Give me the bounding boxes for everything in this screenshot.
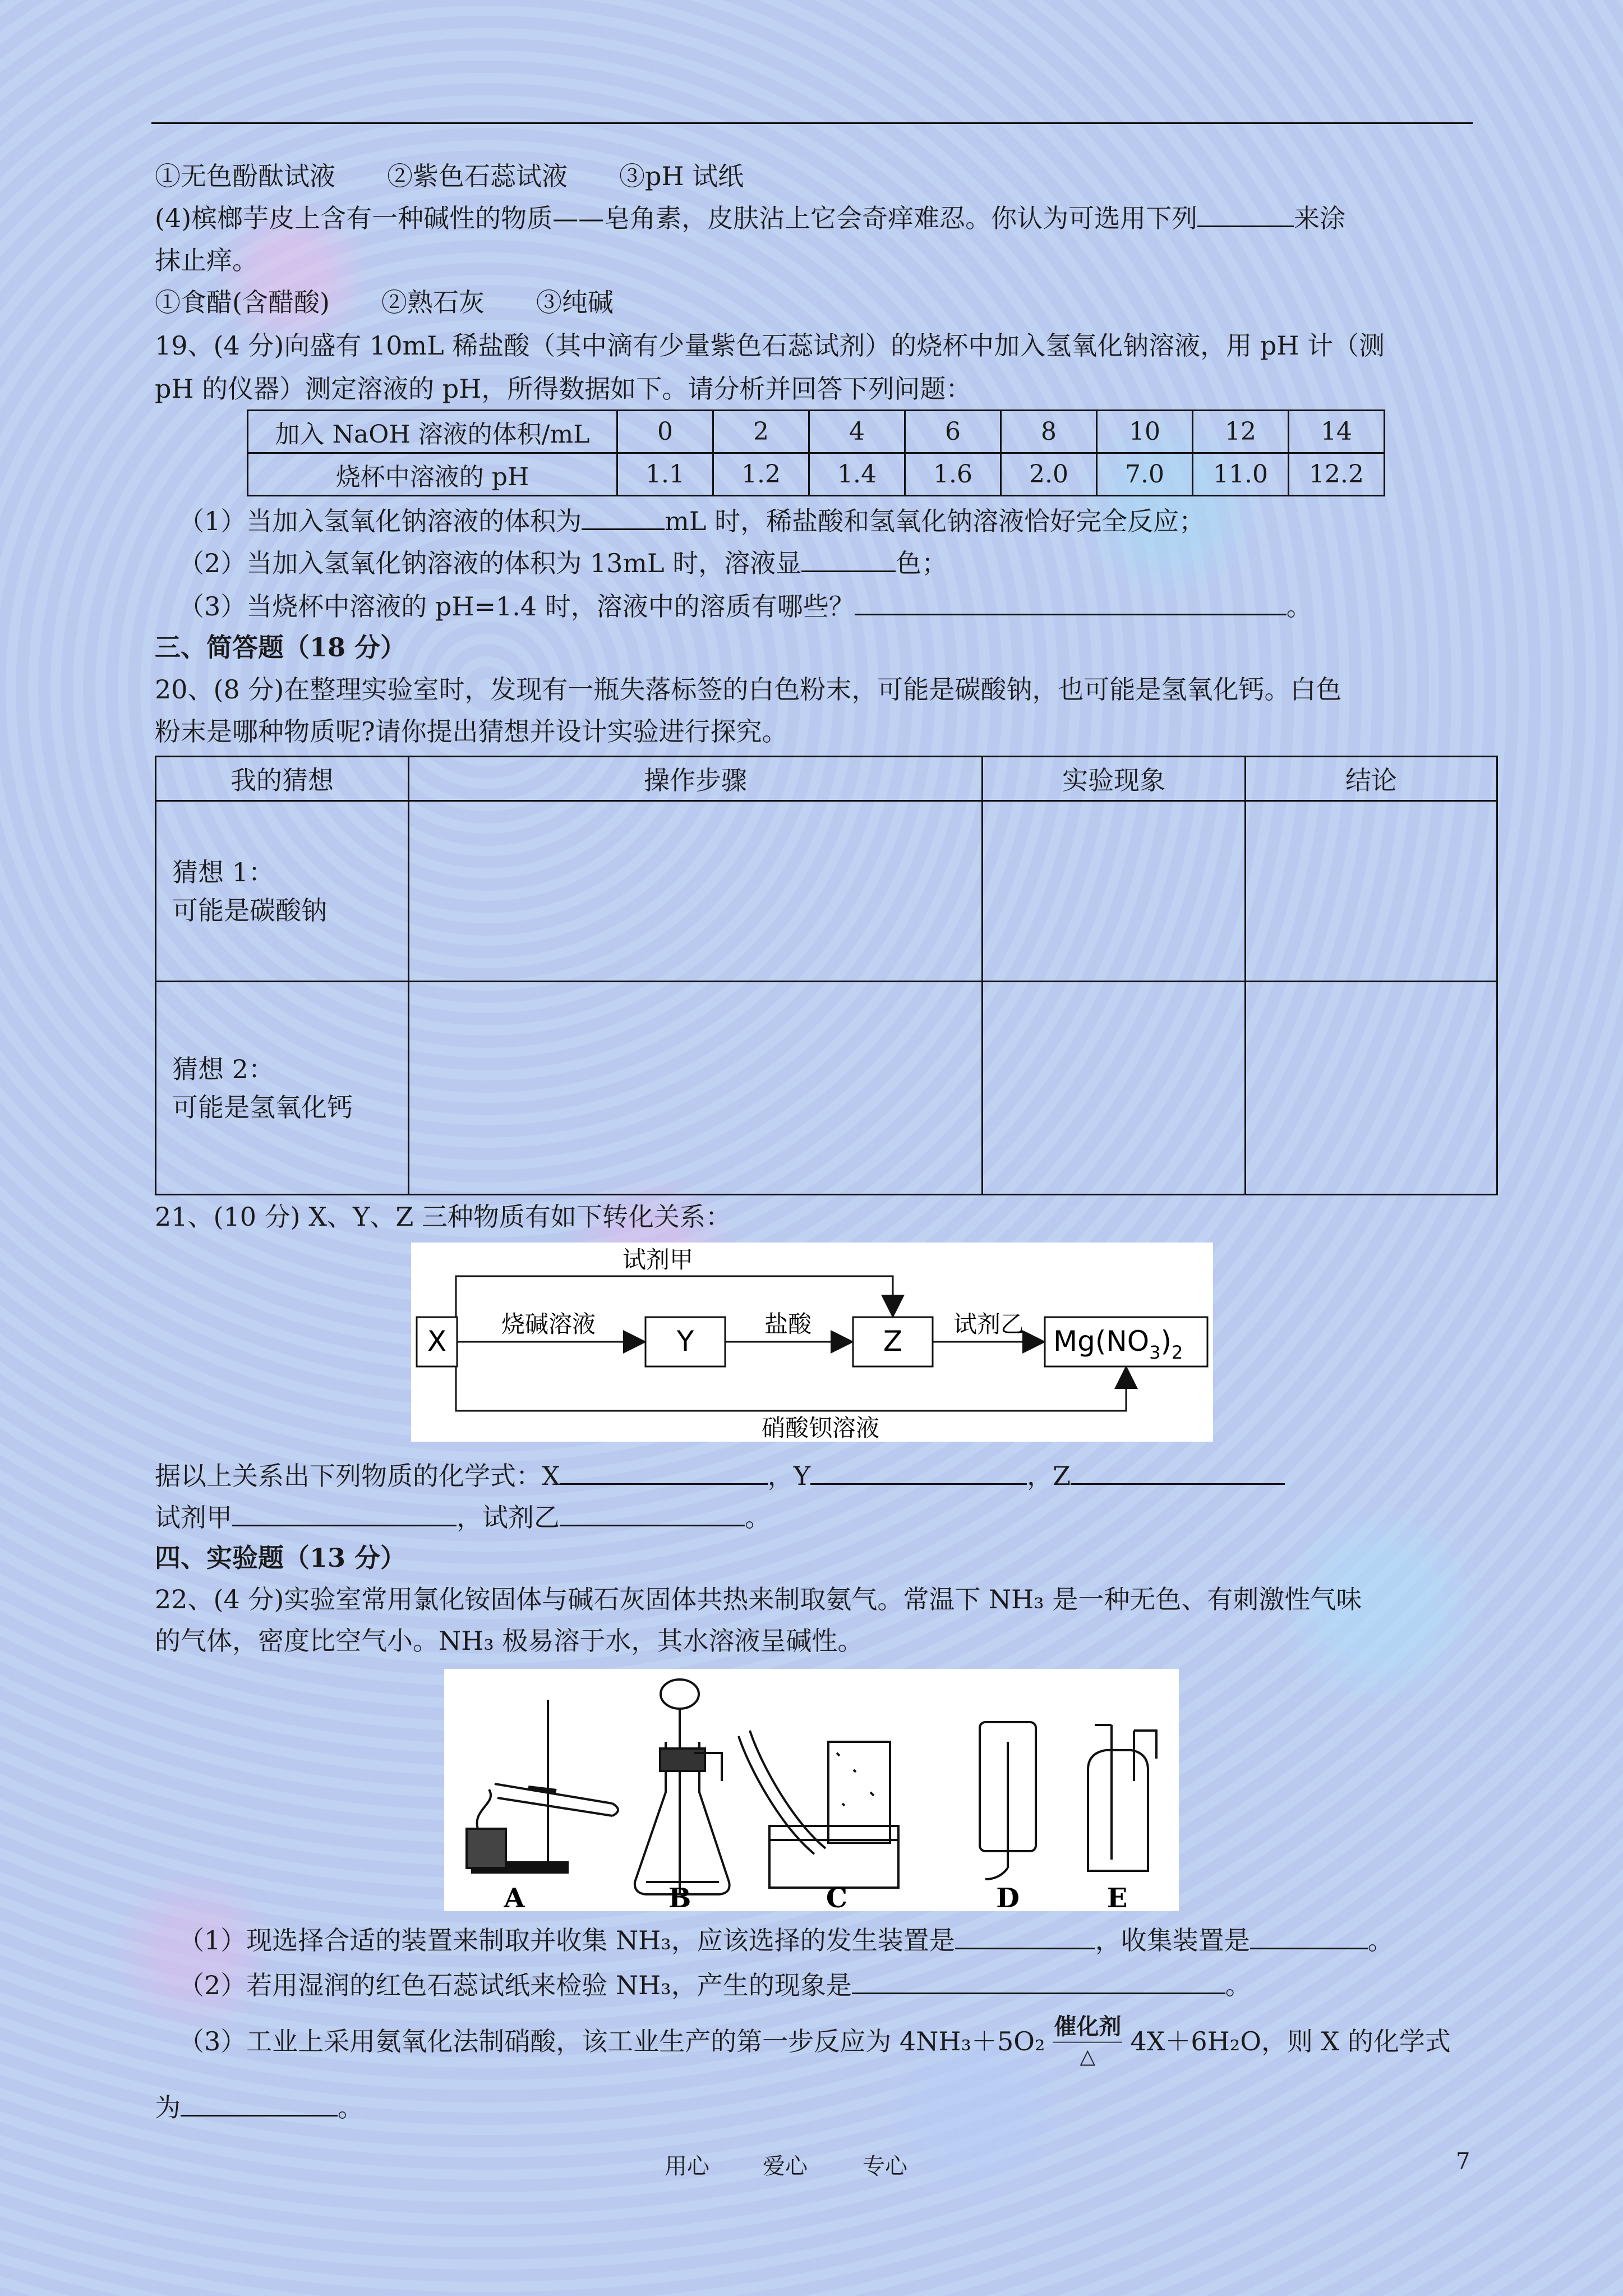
answer-cell[interactable] bbox=[409, 982, 983, 1195]
answer-blank[interactable] bbox=[852, 1968, 1225, 1994]
conversion-diagram-svg bbox=[411, 1243, 1213, 1442]
reagent-top-label: 试剂甲 bbox=[622, 1246, 694, 1273]
table-cell: 12 bbox=[1193, 411, 1289, 453]
apparatus-label-c: C bbox=[826, 1883, 848, 1911]
apparatus-e-drawing bbox=[1088, 1725, 1156, 1871]
label-y: Y bbox=[676, 1325, 694, 1358]
q22-part3-cont: 为 。 bbox=[155, 2090, 363, 2124]
table-cell: 2.0 bbox=[1001, 453, 1097, 496]
q22-part3: （3）工业上采用氨氧化法制硝酸，该工业生产的第一步反应为 4NH₃＋5O₂ 催化剂 △ 4X＋6H₂O，则 X 的化学式 bbox=[178, 2018, 1451, 2069]
table-cell: 14 bbox=[1289, 411, 1385, 453]
table-cell: 4 bbox=[809, 411, 905, 453]
answer-blank[interactable] bbox=[582, 504, 665, 530]
table-cell: 10 bbox=[1097, 411, 1193, 453]
ph-data-table bbox=[247, 409, 1385, 496]
apparatus-label-d: D bbox=[996, 1883, 1020, 1911]
col-header: 操作步骤 bbox=[409, 757, 983, 801]
table-cell: 8 bbox=[1001, 411, 1097, 453]
table-row bbox=[156, 801, 1497, 982]
answer-blank[interactable] bbox=[1071, 1458, 1285, 1485]
reagent-yz-label: 盐酸 bbox=[764, 1310, 812, 1338]
page-number: 7 bbox=[1456, 2148, 1470, 2174]
header-rule bbox=[151, 122, 1473, 124]
q22-part2: （2）若用湿润的红色石蕊试纸来检验 NH₃，产生的现象是 。 bbox=[178, 1968, 1251, 2001]
q21-answer-line-2: 试剂甲 ，试剂乙 。 bbox=[155, 1500, 771, 1534]
guess-1-cell: 猜想 1： 可能是碳酸钠 bbox=[156, 801, 409, 982]
answer-blank[interactable] bbox=[232, 1500, 457, 1526]
arrow-x-product bbox=[456, 1366, 1126, 1411]
table-cell: 7.0 bbox=[1097, 453, 1193, 496]
label-product: $Mg(NO_3)_2$ bbox=[1053, 1325, 1183, 1363]
q19-part2: （2）当加入氢氧化钠溶液的体积为 13mL 时，溶液显 色； bbox=[178, 546, 947, 579]
col-header: 实验现象 bbox=[983, 757, 1246, 801]
guess-2-cell: 猜想 2： 可能是氢氧化钙 bbox=[156, 982, 409, 1195]
q19-stem-1: 19、(4 分)向盛有 10mL 稀盐酸（其中滴有少量紫色石蕊试剂）的烧杯中加入氢氧化钠溶液，用 pH 计（测 bbox=[155, 330, 1385, 361]
reagent-bottom-label: 硝酸钡溶液 bbox=[761, 1414, 880, 1442]
table-cell: 1.1 bbox=[617, 453, 713, 496]
answer-blank[interactable] bbox=[810, 1458, 1027, 1485]
table-cell: 12.2 bbox=[1289, 453, 1385, 496]
reagent-xy-label: 烧碱溶液 bbox=[501, 1310, 596, 1338]
answer-blank[interactable] bbox=[955, 1923, 1095, 1949]
reagent-z-label: 试剂乙 bbox=[953, 1310, 1025, 1338]
label-x: X bbox=[427, 1325, 447, 1358]
table-cell: 1.6 bbox=[905, 453, 1001, 496]
answer-cell[interactable] bbox=[1246, 982, 1497, 1195]
q22-stem-2: 的气体，密度比空气小。NH₃ 极易溶于水，其水溶液呈碱性。 bbox=[155, 1626, 864, 1656]
answer-cell[interactable] bbox=[983, 801, 1246, 982]
table-cell: 0 bbox=[617, 411, 713, 453]
answer-cell[interactable] bbox=[1246, 801, 1497, 982]
apparatus-figure bbox=[444, 1669, 1179, 1911]
answer-blank[interactable] bbox=[560, 1458, 768, 1485]
table-row bbox=[248, 453, 1385, 496]
answer-blank[interactable] bbox=[181, 2090, 338, 2116]
answer-blank[interactable] bbox=[560, 1500, 745, 1526]
apparatus-c-drawing bbox=[739, 1731, 898, 1888]
table-cell: 1.2 bbox=[713, 453, 809, 496]
apparatus-a-drawing bbox=[467, 1700, 618, 1872]
q18-options-3: ①无色酚酞试液 ②紫色石蕊试液 ③pH 试纸 bbox=[155, 161, 744, 191]
q20-stem-1: 20、(8 分)在整理实验室时，发现有一瓶失落标签的白色粉末，可能是碳酸钠，也可能是氢氧化钙。白色 bbox=[155, 674, 1342, 705]
q18-options-4: ①食醋(含醋酸) ②熟石灰 ③纯碱 bbox=[155, 287, 614, 318]
apparatus-label-e: E bbox=[1106, 1883, 1128, 1911]
q18-part4-line1: (4)槟榔芋皮上含有一种碱性的物质——皂角素，皮肤沾上它会奇痒难忍。你认为可选用下列 来涂 bbox=[155, 201, 1345, 234]
catalyst-label: 催化剂 bbox=[1054, 2014, 1122, 2040]
q19-stem-2: pH 的仪器）测定溶液的 pH，所得数据如下。请分析并回答下列问题： bbox=[155, 374, 972, 404]
q22-stem-1: 22、(4 分)实验室常用氯化铵固体与碱石灰固体共热来制取氨气。常温下 NH₃ 是一种无色、有刺激性气味 bbox=[155, 1584, 1362, 1614]
apparatus-b-drawing bbox=[635, 1680, 730, 1894]
label-z: Z bbox=[883, 1325, 903, 1358]
answer-blank[interactable] bbox=[801, 546, 896, 572]
table-cell: 6 bbox=[905, 411, 1001, 453]
row-label-ph: 烧杯中溶液的 pH bbox=[248, 453, 617, 496]
q22-part1: （1）现选择合适的装置来制取并收集 NH₃，应该选择的发生装置是 ，收集装置是 。 bbox=[178, 1923, 1394, 1957]
answer-blank[interactable] bbox=[1197, 201, 1294, 227]
footer-motto-1: 用心 bbox=[665, 2154, 709, 2179]
answer-cell[interactable] bbox=[409, 801, 983, 982]
row-label-volume: 加入 NaOH 溶液的体积/mL bbox=[248, 411, 617, 453]
section-4-heading: 四、实验题（13 分） bbox=[155, 1543, 407, 1573]
answer-blank[interactable] bbox=[855, 589, 1287, 615]
q18-part4-line2: 抹止痒。 bbox=[155, 245, 258, 275]
col-header: 结论 bbox=[1246, 757, 1497, 801]
heat-symbol: △ bbox=[1080, 2045, 1096, 2068]
table-header-row bbox=[156, 757, 1497, 801]
q20-stem-2: 粉末是哪种物质呢?请你提出猜想并设计实验进行探究。 bbox=[155, 716, 788, 747]
section-3-heading: 三、简答题（18 分） bbox=[155, 632, 407, 662]
apparatus-svg bbox=[444, 1669, 1179, 1911]
footer-motto-2: 爱心 bbox=[763, 2154, 808, 2179]
q21-answer-line-1: 据以上关系出下列物质的化学式：X ，Y ，Z bbox=[155, 1458, 1285, 1492]
apparatus-d-drawing bbox=[980, 1722, 1036, 1879]
table-cell: 2 bbox=[713, 411, 809, 453]
apparatus-label-a: A bbox=[504, 1883, 525, 1911]
q21-stem: 21、(10 分) X、Y、Z 三种物质有如下转化关系： bbox=[155, 1202, 731, 1232]
table-row bbox=[156, 982, 1497, 1195]
answer-blank[interactable] bbox=[1250, 1923, 1368, 1949]
answer-cell[interactable] bbox=[983, 982, 1246, 1195]
conversion-diagram bbox=[411, 1243, 1213, 1442]
table-cell: 1.4 bbox=[809, 453, 905, 496]
q19-part1: （1）当加入氢氧化钠溶液的体积为 mL 时，稀盐酸和氢氧化钠溶液恰好完全反应； bbox=[178, 504, 1205, 537]
table-row bbox=[248, 411, 1385, 453]
col-header: 我的猜想 bbox=[156, 757, 409, 801]
footer-motto-3: 专心 bbox=[863, 2154, 907, 2179]
table-cell: 11.0 bbox=[1193, 453, 1289, 496]
apparatus-label-b: B bbox=[668, 1883, 691, 1911]
hypothesis-table bbox=[155, 756, 1498, 1195]
q19-part3: （3）当烧杯中溶液的 pH=1.4 时，溶液中的溶质有哪些？ 。 bbox=[178, 589, 1312, 623]
reaction-condition bbox=[1048, 2014, 1127, 2069]
